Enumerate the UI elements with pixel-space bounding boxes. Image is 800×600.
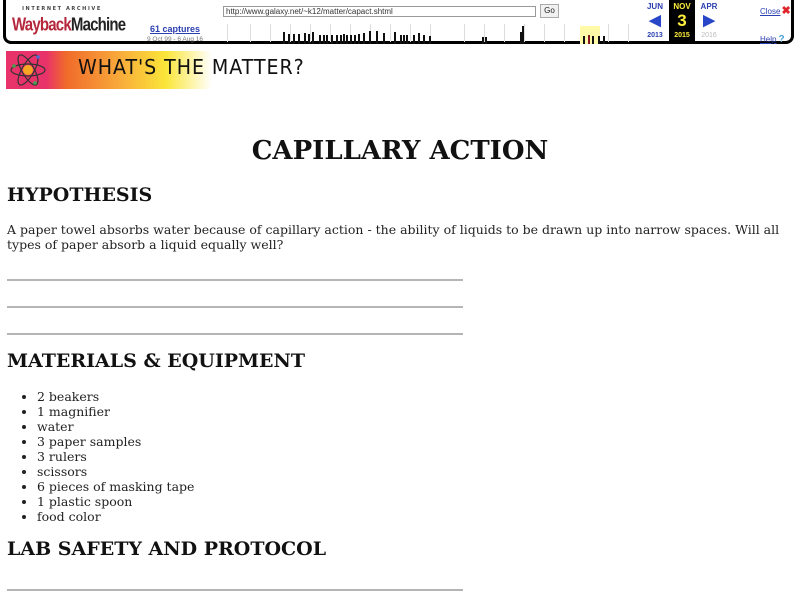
logo-internet-archive-text: INTERNET ARCHIVE: [22, 6, 102, 12]
page-title: CAPILLARY ACTION: [251, 136, 549, 166]
captures-date-range: 9 Oct 99 - 6 Aug 16: [146, 36, 203, 43]
list-item: • 3 rulers: [37, 449, 194, 464]
answer-line-1: [7, 279, 463, 281]
list-item: • 1 magnifier: [37, 404, 194, 419]
wayback-logo[interactable]: [12, 6, 126, 38]
prev-year-label: 2013: [647, 32, 663, 39]
site-banner: [6, 51, 305, 89]
close-row[interactable]: [760, 4, 796, 17]
capture-date-navigator: [642, 0, 722, 44]
captures-link[interactable]: 61 captures: [149, 24, 201, 34]
list-item: • scissors: [37, 464, 194, 479]
go-button[interactable]: Go: [540, 4, 559, 18]
answer-line-4: [7, 589, 463, 591]
wayback-toolbar: [3, 0, 794, 44]
materials-list: [7, 389, 194, 524]
prev-arrow-icon[interactable]: ◀: [649, 12, 661, 29]
url-input[interactable]: http://www.galaxy.net/~k12/matter/capact.shtml: [223, 6, 536, 17]
safety-heading: LAB SAFETY AND PROTOCOL: [7, 538, 327, 560]
captures-info: [138, 24, 212, 43]
toolbar-links: [760, 4, 796, 45]
list-item: • 6 pieces of masking tape: [37, 479, 194, 494]
materials-heading: MATERIALS & EQUIPMENT: [7, 350, 306, 372]
list-item: • 3 paper samples: [37, 434, 194, 449]
hypothesis-heading: HYPOTHESIS: [7, 184, 153, 206]
list-item: • 1 plastic spoon: [37, 494, 194, 509]
help-link[interactable]: Help: [760, 35, 777, 44]
prev-month-label: JUN: [646, 2, 663, 11]
next-month-label: APR: [700, 2, 718, 11]
next-year-label: 2016: [701, 32, 717, 39]
answer-line-3: [7, 333, 463, 335]
next-capture[interactable]: [696, 0, 722, 44]
capture-timeline-sparkline[interactable]: [226, 22, 634, 44]
current-year-label: 2015: [674, 32, 690, 39]
list-item: • water: [37, 419, 194, 434]
next-arrow-icon[interactable]: ▶: [703, 12, 715, 29]
current-month-label: NOV: [673, 2, 691, 11]
close-icon[interactable]: ✖: [781, 5, 791, 17]
hypothesis-text: A paper towel absorbs water because of capillary action - the ability of liquids to be drawn up into narrow spaces. Will all types of paper absorb a liquid equally well?: [7, 222, 780, 252]
close-link[interactable]: Close: [760, 7, 781, 16]
current-day-label: 3: [677, 11, 687, 30]
banner-title: WHAT'S THE MATTER?: [78, 55, 305, 79]
current-capture: [669, 0, 695, 43]
prev-capture[interactable]: [642, 0, 668, 44]
atom-icon: [8, 52, 48, 88]
help-row[interactable]: [760, 34, 796, 45]
answer-line-2: [7, 306, 463, 308]
list-item: • food color: [37, 509, 194, 524]
list-item: • 2 beakers: [37, 389, 194, 404]
help-icon[interactable]: ?: [778, 34, 785, 45]
logo-wayback-machine-text: WaybackMachine: [12, 14, 126, 36]
